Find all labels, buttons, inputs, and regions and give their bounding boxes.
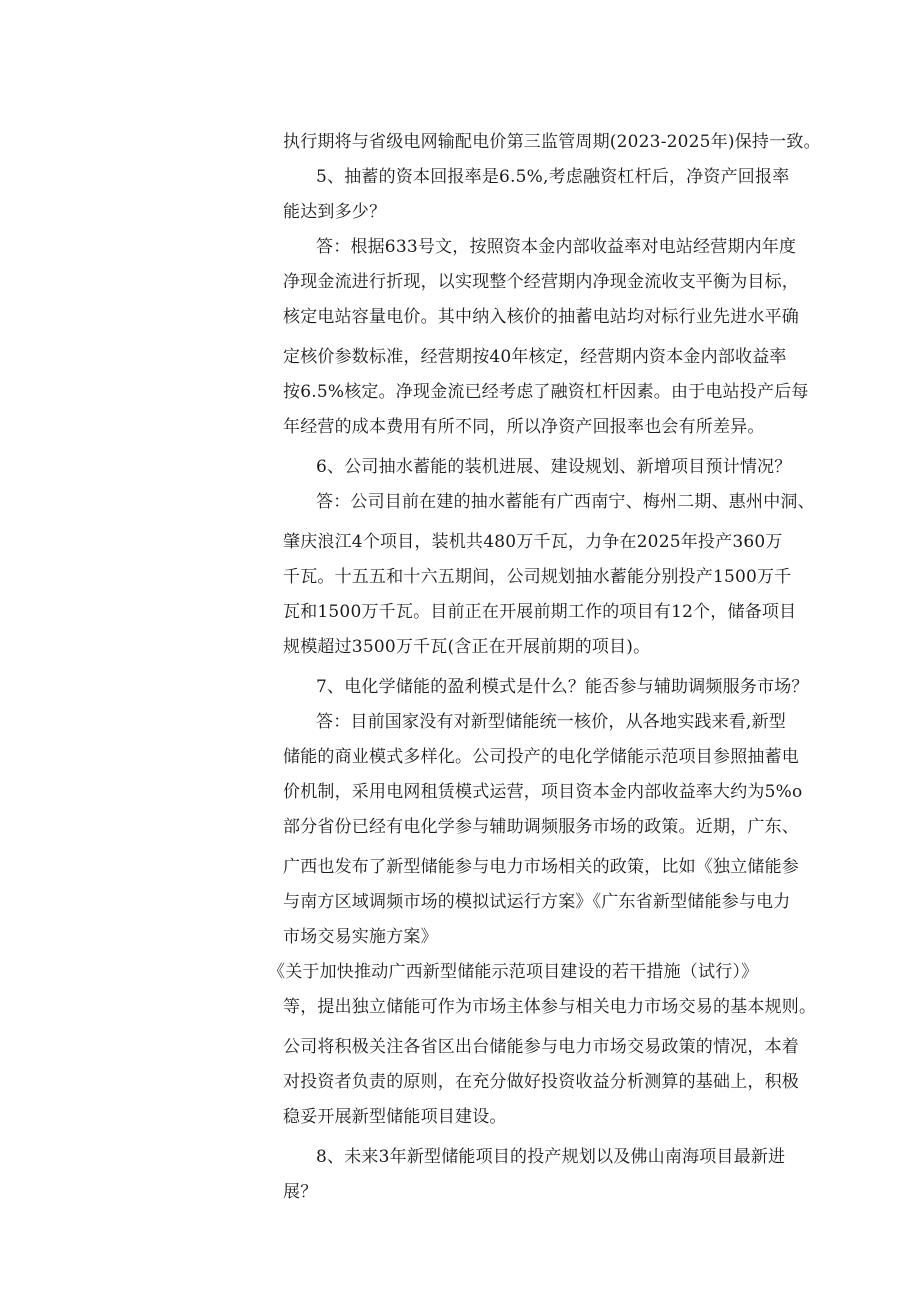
text-line: 稳妥开展新型储能项目建设。 [283, 1107, 507, 1127]
text-line: 公司将积极关注各省区出台储能参与电力市场交易政策的情况，本着 [283, 1037, 799, 1057]
text-line: 肇庆浪江4个项目，装机共480万千瓦，力争在2025年投产360万 [283, 532, 783, 552]
text-line: 价机制，采用电网租赁模式运营，项目资本金内部收益率大约为5%o [283, 782, 803, 802]
text-line: 年经营的成本费用有所不同，所以净资产回报率也会有所差异。 [283, 417, 765, 437]
text-line: 核定电站容量电价。其中纳入核价的抽蓄电站均对标行业先进水平确 [283, 307, 799, 327]
text-line: 净现金流进行折现，以实现整个经营期内净现金流收支平衡为目标， [283, 272, 799, 292]
text-line: 部分省份已经有电化学参与辅助调频服务市场的政策。近期，广东、 [283, 817, 799, 837]
question-heading: 6、公司抽水蓄能的装机进展、建设规划、新增项目预计情况？ [316, 457, 792, 477]
answer-line: 答：公司目前在建的抽水蓄能有广西南宁、梅州二期、惠州中洞、 [316, 492, 815, 512]
text-line: 市场交易实施方案》 [283, 927, 438, 947]
question-heading: 7、电化学储能的盈利模式是什么？能否参与辅助调频服务市场？ [316, 677, 809, 697]
text-line: 能达到多少？ [283, 202, 387, 222]
text-line: 与南方区域调频市场的模拟试运行方案》《广东省新型储能参与电力 [283, 892, 791, 912]
answer-line: 答：目前国家没有对新型储能统一核价，从各地实践来看,新型 [316, 712, 787, 732]
text-line: 按6.5%核定。净现金流已经考虑了融资杠杆因素。由于电站投产后每 [283, 382, 809, 402]
text-line: 对投资者负责的原则，在充分做好投资收益分析测算的基础上，积极 [283, 1072, 799, 1092]
text-line: 等，提出独立储能可作为市场主体参与相关电力市场交易的基本规则。 [283, 997, 817, 1017]
text-line: 瓦和1500万千瓦。目前正在开展前期工作的项目有12个，储备项目 [283, 602, 797, 622]
text-line: 广西也发布了新型储能参与电力市场相关的政策，比如《独立储能参 [283, 857, 799, 877]
text-line: 执行期将与省级电网输配电价第三监管周期(2023-2025年)保持一致。 [283, 132, 821, 152]
text-line: 定核价参数标准，经营期按40年核定，经营期内资本金内部收益率 [283, 347, 787, 367]
question-heading: 5、抽蓄的资本回报率是6.5%,考虑融资杠杆后，净资产回报率 [316, 167, 790, 187]
text-line: 展？ [283, 1182, 318, 1202]
question-heading: 8、未来3年新型储能项目的投产规划以及佛山南海项目最新进 [316, 1147, 786, 1167]
answer-line: 答：根据633号文，按照资本金内部收益率对电站经营期内年度 [316, 237, 797, 257]
text-line: 千瓦。十五五和十六五期间，公司规划抽水蓄能分别投产1500万千 [283, 567, 792, 587]
text-line: 规模超过3500万千瓦(含正在开展前期的项目)。 [283, 637, 651, 657]
text-line: 储能的商业模式多样化。公司投产的电化学储能示范项目参照抽蓄电 [283, 747, 799, 767]
text-line: 《关于加快推动广西新型储能示范项目建设的若干措施（试行）》 [268, 962, 759, 982]
